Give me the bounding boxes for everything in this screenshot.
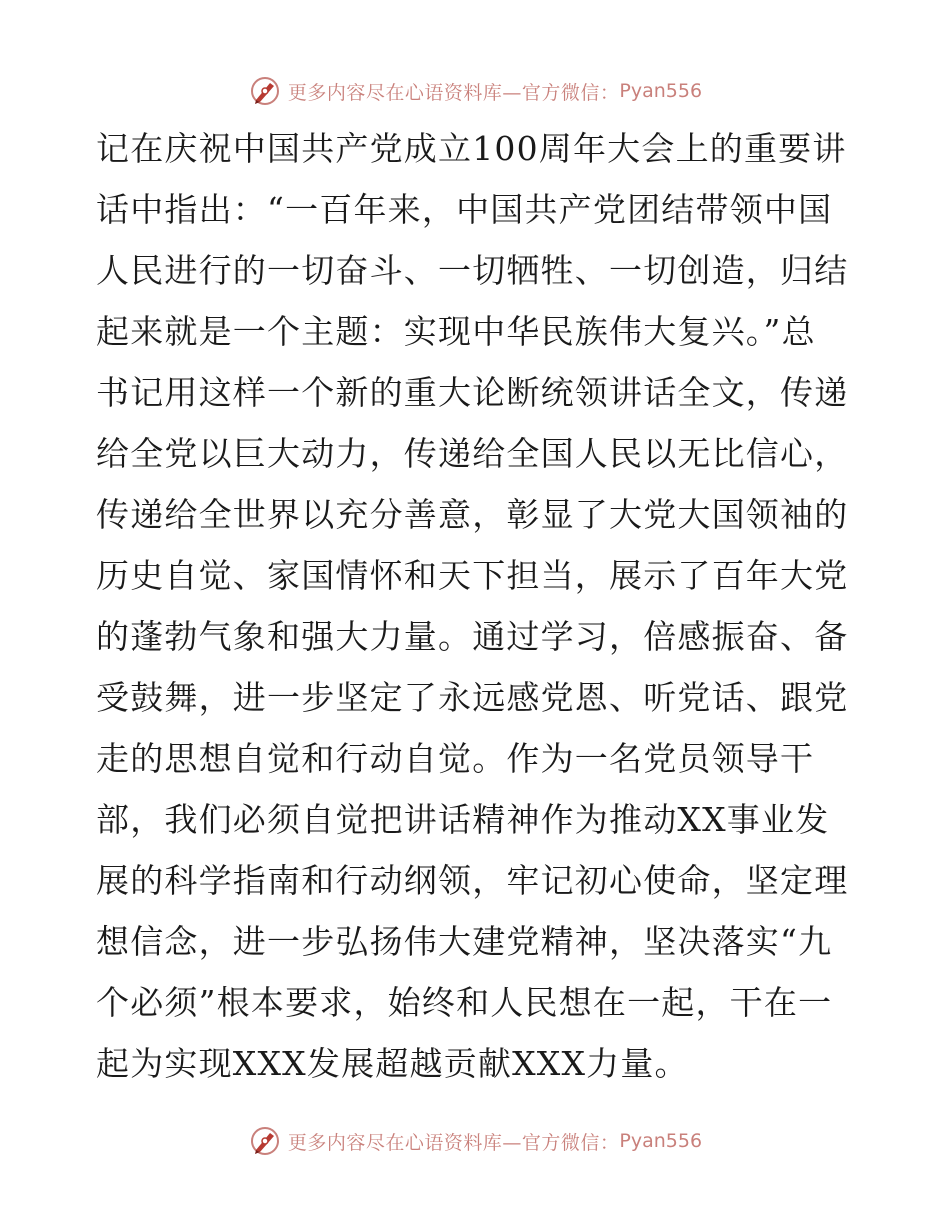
pen-logo-icon [248,74,282,108]
body-line: 的蓬勃气象和强大力量。通过学习，倍感振奋、备 [96,617,849,656]
body-line: 起来就是一个主题：实现中华民族伟大复兴。”总 [96,312,816,351]
document-body [96,118,856,1094]
body-line: 人民进行的一切奋斗、一切牺牲、一切创造，归结 [96,251,849,290]
body-line: 走的思想自觉和行动自觉。作为一名党员领导干 [96,739,815,778]
footer-banner [0,1124,950,1158]
body-line: 受鼓舞，进一步坚定了永远感党恩、听党话、跟党 [96,678,849,717]
header-banner [0,74,950,108]
footer-banner-text: 更多内容尽在心语资料库—官方微信： [287,1131,620,1154]
body-line: 展的科学指南和行动纲领，牢记初心使命，坚定理 [96,861,849,900]
body-line: 话中指出：“一百年来，中国共产党团结带领中国 [96,190,833,229]
body-line: 给全党以巨大动力，传递给全国人民以无比信心， [96,434,849,473]
pen-logo-icon [248,1124,282,1158]
body-line: 历史自觉、家国情怀和天下担当，展示了百年大党 [96,556,849,595]
body-line: 传递给全世界以充分善意，彰显了大党大国领袖的 [96,495,849,534]
body-line: 起为实现XXX发展超越贡献XXX力量。 [96,1044,689,1083]
header-banner-wechat-id: Pyan556 [619,80,703,102]
body-line: 个必须”根本要求，始终和人民想在一起，干在一 [96,983,833,1022]
body-line: 部，我们必须自觉把讲话精神作为推动XX事业发 [96,800,830,839]
body-line: 想信念，进一步弘扬伟大建党精神，坚决落实“九 [96,922,833,961]
footer-banner-wechat-id: Pyan556 [619,1130,703,1152]
body-line: 记在庆祝中国共产党成立100周年大会上的重要讲 [96,129,847,168]
header-banner-text: 更多内容尽在心语资料库—官方微信： [287,81,620,104]
body-line: 书记用这样一个新的重大论断统领讲话全文，传递 [96,373,849,412]
